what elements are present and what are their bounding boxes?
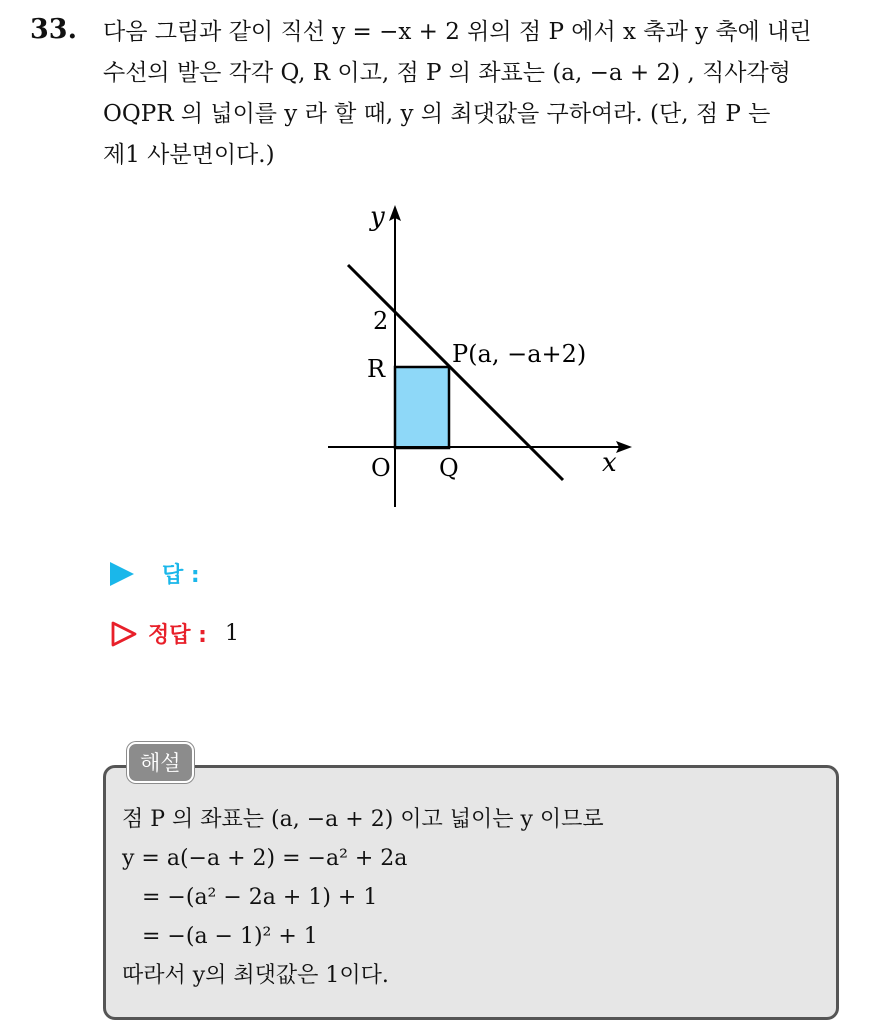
solution-line: = −(a − 1)² + 1: [142, 924, 318, 949]
solution-tab: 해설: [127, 742, 194, 783]
correct-answer-label: 정답 :: [148, 623, 207, 648]
coordinate-figure: [310, 195, 650, 515]
question-text: [103, 12, 863, 176]
label-q: Q: [439, 454, 459, 482]
y-axis-label: y: [370, 202, 385, 232]
label-origin: O: [371, 454, 391, 482]
answer-row: [110, 558, 200, 589]
solution-text: [122, 800, 604, 995]
question-line: OQPR 의 넓이를 y 라 할 때, y 의 최댓값을 구하여라. (단, 점 P 는: [103, 101, 771, 127]
solution-line: 따라서 y의 최댓값은 1이다.: [122, 963, 389, 988]
play-filled-icon: [110, 562, 134, 586]
question-line: 수선의 발은 각각 Q, R 이고, 점 P 의 좌표는 (a, −a + 2) , 직사각형: [103, 60, 791, 86]
solution-line: 점 P 의 좌표는 (a, −a + 2) 이고 넓이는 y 이므로: [122, 807, 604, 832]
correct-answer-value: 1: [224, 621, 239, 646]
question-number: 33.: [30, 14, 77, 45]
correct-answer-row: [110, 618, 239, 649]
solution-line: = −(a² − 2a + 1) + 1: [142, 885, 378, 910]
question-line: 제1 사분면이다.): [103, 142, 275, 168]
label-r: R: [367, 355, 386, 383]
rectangle-oqpr: [395, 367, 449, 448]
label-p: P(a, −a+2): [452, 340, 587, 368]
play-outline-icon: [110, 620, 138, 648]
solution-line: y = a(−a + 2) = −a² + 2a: [122, 846, 408, 871]
label-two: 2: [373, 307, 389, 335]
answer-label: 답 :: [162, 563, 200, 588]
question-line: 다음 그림과 같이 직선 y = −x + 2 위의 점 P 에서 x 축과 y 축에 내린: [103, 19, 812, 45]
x-axis-label: x: [602, 448, 617, 478]
